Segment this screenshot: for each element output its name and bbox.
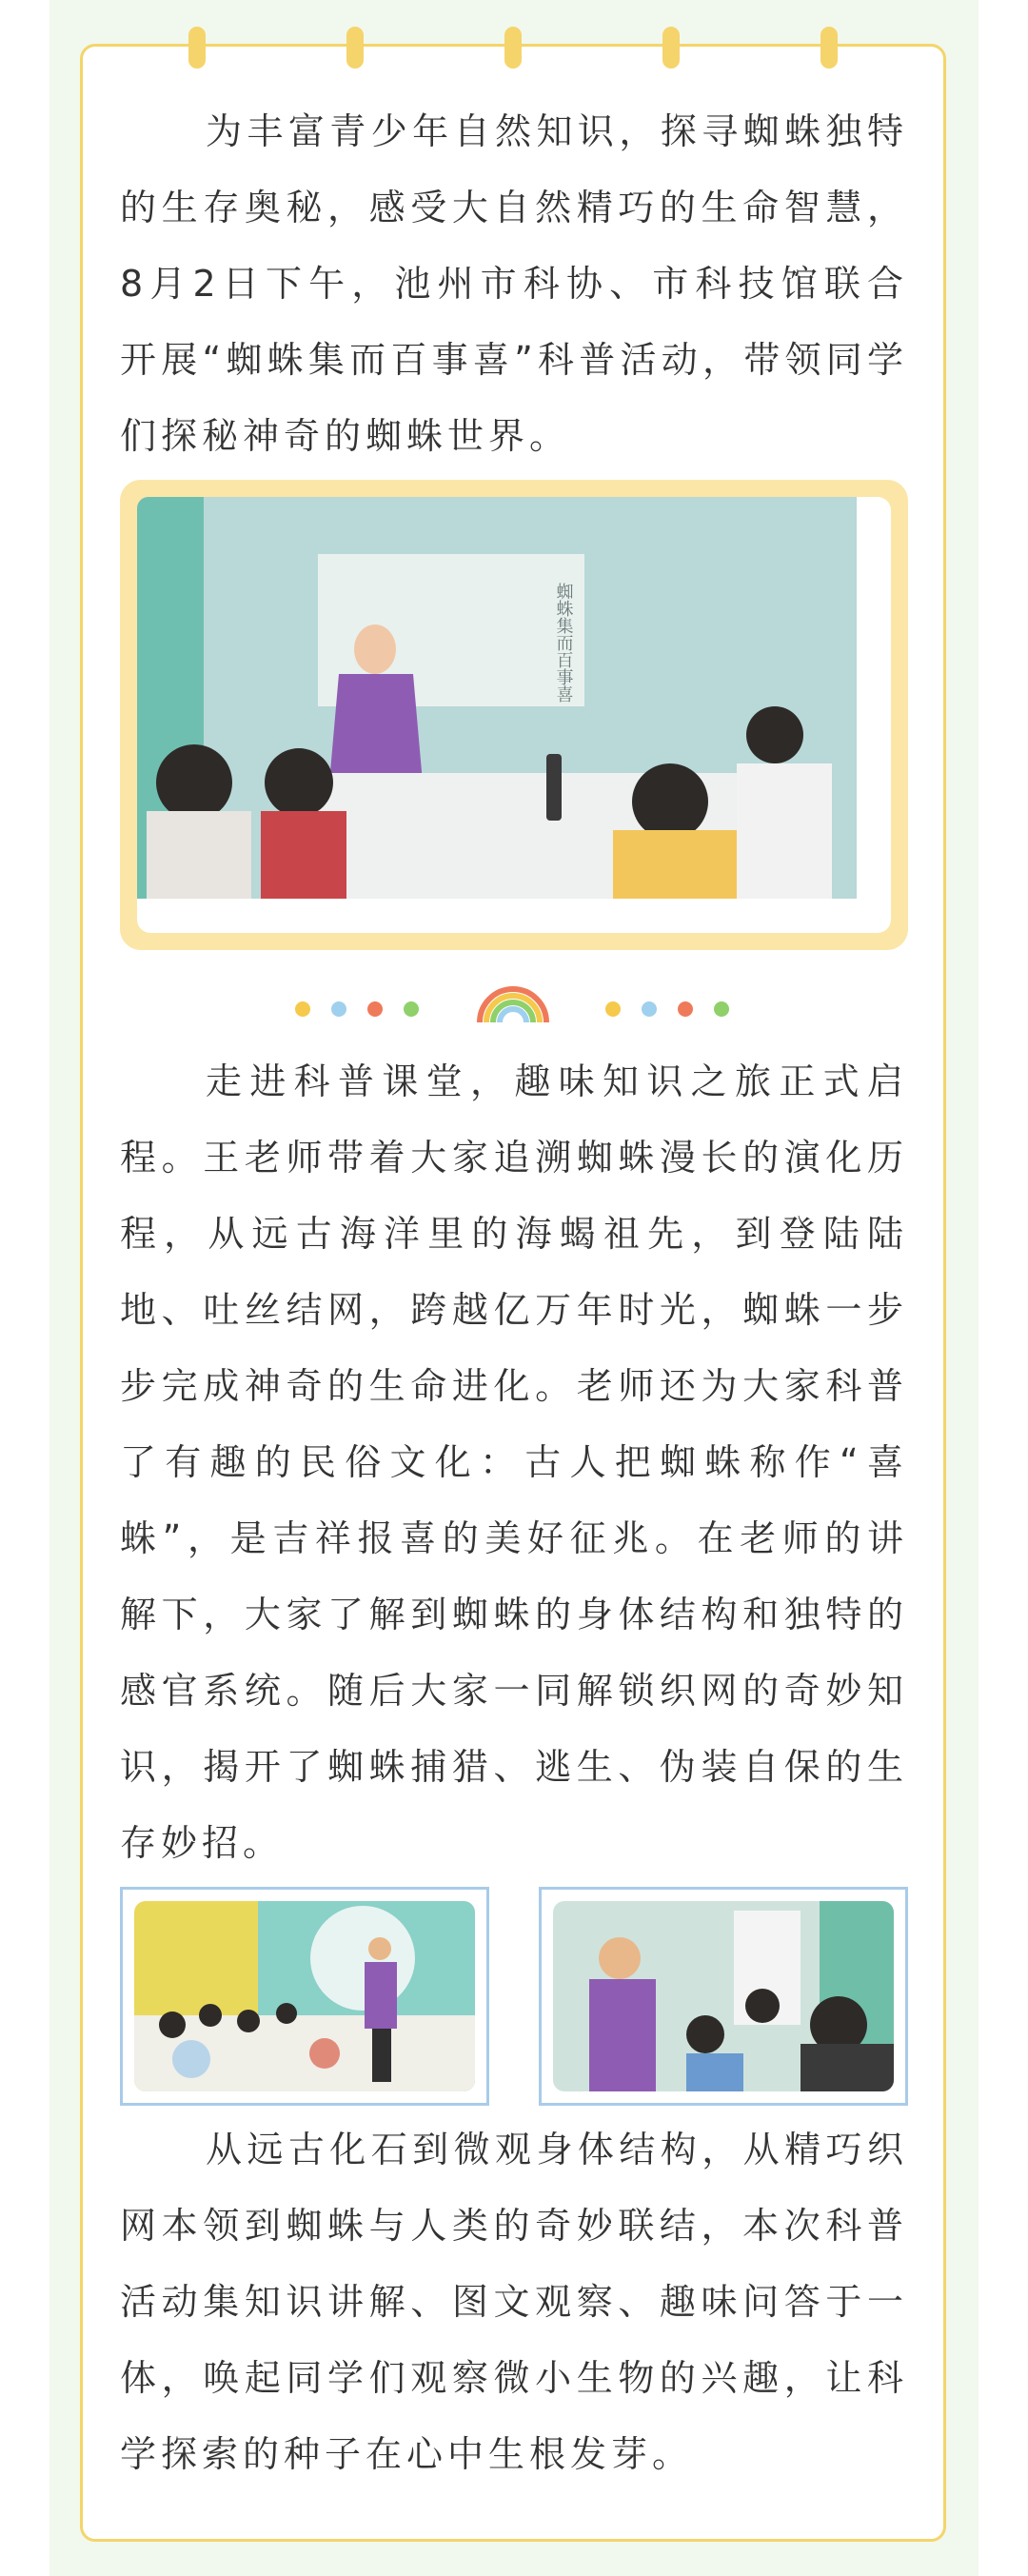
divider-dot xyxy=(331,1001,346,1017)
classroom-photo-left xyxy=(134,1901,475,2091)
rainbow-icon xyxy=(476,982,550,1024)
screen-title: 蜘蛛集而百事喜 xyxy=(553,583,574,703)
binder-ring xyxy=(662,27,680,69)
paragraph-lesson: 走进科普课堂，趣味知识之旅正式启程。王老师带着大家追溯蜘蛛漫长的演化历程，从远古海洋里的海蝎祖先，到登陆陆地、吐丝结网，跨越亿万年时光，蜘蛛一步步完成神奇的生命进化。老师还为大家科普了有趣的民俗文化：古人把蜘蛛称作“喜蛛”，是吉祥报喜的美好征兆。在老师的讲解下，大家了解到蜘蛛的身体结构和独特的感官系统。随后大家一同解锁织网的奇妙知识，揭开了蜘蛛捕猎、逃生、伪装自保的生存妙招。 xyxy=(120,1060,908,1864)
paragraph-intro: 为丰富青少年自然知识，探寻蜘蛛独特的生存奥秘，感受大自然精巧的生命智慧，8月2日下午，池州市科协、市科技馆联合开展“蜘蛛集而百事喜”科普活动，带领同学们探秘神奇的蜘蛛世界。 xyxy=(120,110,908,457)
section-divider xyxy=(295,990,733,1028)
divider-dot xyxy=(678,1001,693,1017)
binder-ring xyxy=(188,27,206,69)
divider-dot xyxy=(714,1001,729,1017)
page-margin-right xyxy=(979,0,1028,2576)
binder-ring xyxy=(346,27,364,69)
divider-dot xyxy=(605,1001,621,1017)
binder-ring xyxy=(504,27,522,69)
binder-ring xyxy=(820,27,838,69)
divider-dot xyxy=(367,1001,383,1017)
divider-dot xyxy=(295,1001,310,1017)
photo-frame-left xyxy=(120,1887,489,2106)
main-photo-frame xyxy=(120,480,908,950)
divider-dot xyxy=(642,1001,657,1017)
photo-frame-right xyxy=(539,1887,908,2106)
paragraph-summary: 从远古化石到微观身体结构，从精巧织网本领到蜘蛛与人类的奇妙联结，本次科普活动集知识讲解、图文观察、趣味问答于一体，唤起同学们观察微小生物的兴趣，让科学探索的种子在心中生根发芽。 xyxy=(120,2129,908,2475)
divider-dot xyxy=(404,1001,419,1017)
classroom-photo-right xyxy=(553,1901,894,2091)
classroom-photo xyxy=(137,497,891,933)
page-margin-left xyxy=(0,0,49,2576)
